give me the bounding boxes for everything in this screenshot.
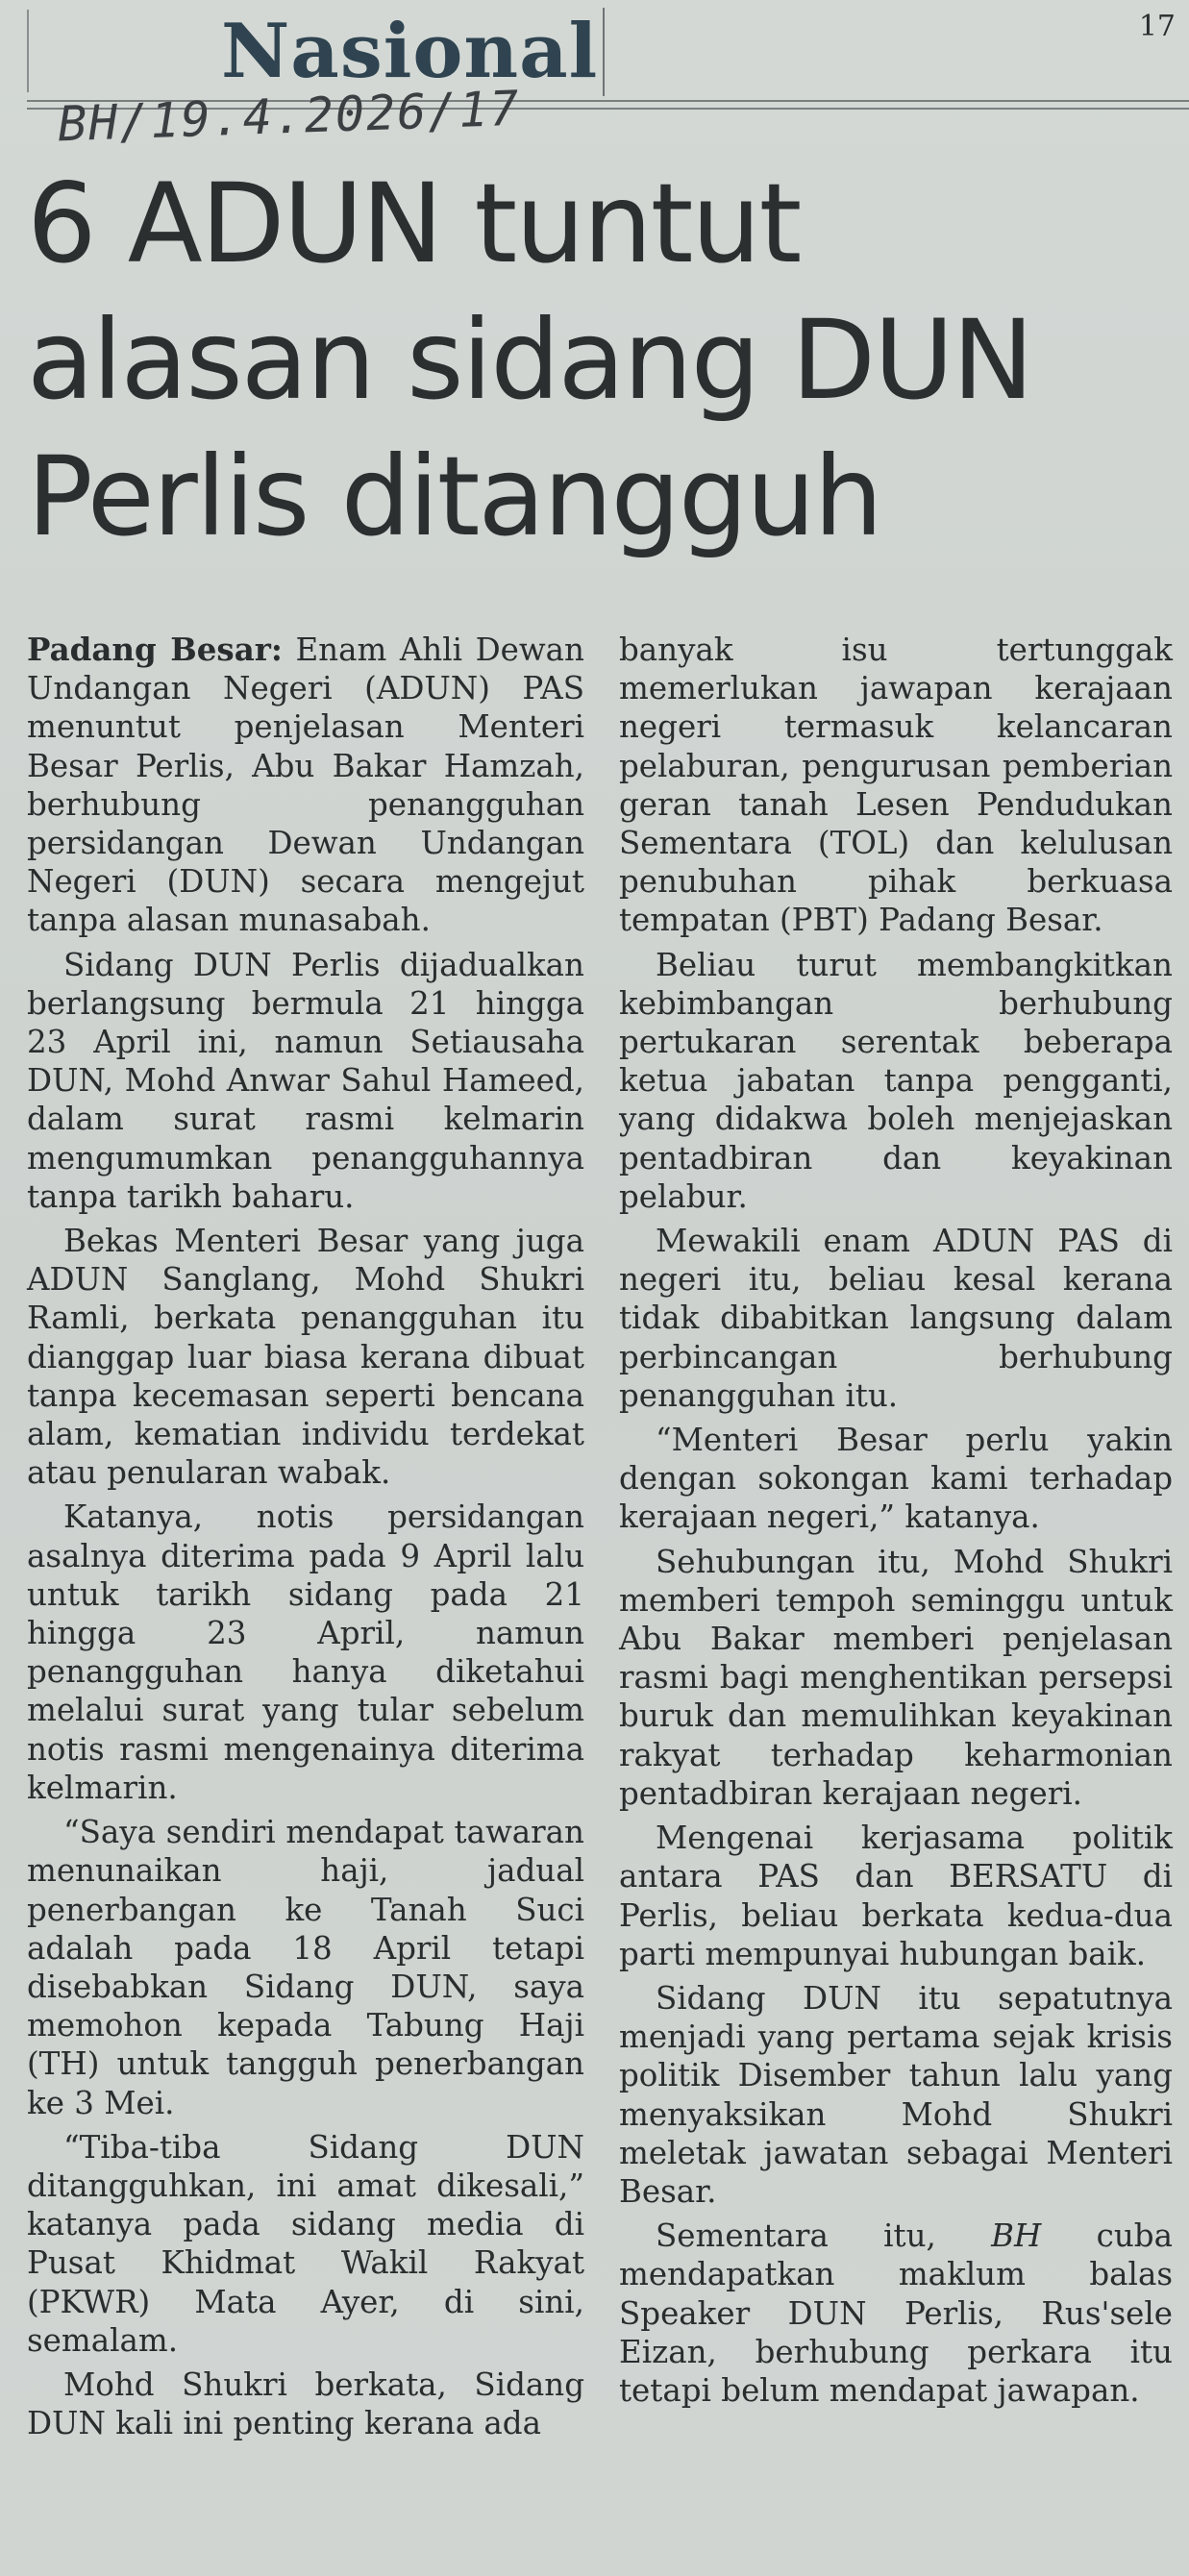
article-paragraph: Sehubungan itu, Mohd Shukri memberi tempoh seminggu untuk Abu Bakar memberi penjelasan rasmi bagi menghentikan persepsi buruk dan memulihkan keyakinan rakyat terhadap keharmonian pentadbiran kerajaan negeri. <box>619 1543 1173 1812</box>
article-paragraph: Beliau turut membangkitkan kebimbangan berhubung pertukaran serentak beberapa ketua jabatan tanpa pengganti, yang didakwa boleh menjejaskan pentadbiran dan keyakinan pelabur. <box>619 946 1173 1215</box>
article-paragraph: “Menteri Besar perlu yakin dengan sokongan kami terhadap kerajaan negeri,” katanya. <box>619 1422 1173 1536</box>
article-paragraph: Bekas Menteri Besar yang juga ADUN Sanglang, Mohd Shukri Ramli, berkata penangguhan itu dianggap luar biasa kerana dibuat tanpa kecemasan seperti bencana alam, kematian individu terdekat atau penularan wabak. <box>27 1223 584 1492</box>
section-title: Nasional <box>221 8 599 95</box>
article-paragraph <box>27 631 584 940</box>
header-left-rule <box>27 10 35 92</box>
article-paragraph: Sidang DUN Perlis dijadualkan berlangsung bermula 21 hingga 23 April ini, namun Setiausaha DUN, Mohd Anwar Sahul Hameed, dalam surat rasmi kelmarin mengumumkan penangguhannya tanpa tarikh baharu. <box>27 946 584 1215</box>
headline-line-1: 6 ADUN tuntut <box>27 160 801 287</box>
headline-line-2: alasan sidang DUN <box>27 296 1032 424</box>
headline-line-3: Perlis ditangguh <box>27 433 881 560</box>
article-paragraph: Mengenai kerjasama politik antara PAS dan BERSATU di Perlis, beliau berkata kedua-dua parti mempunyai hubungan baik. <box>619 1820 1173 1972</box>
page-number: 17 <box>1138 10 1176 43</box>
article-column-right <box>619 631 1173 2410</box>
article-paragraph: Mohd Shukri berkata, Sidang DUN kali ini penting kerana ada <box>27 2365 584 2442</box>
dateline: Padang Besar: <box>27 631 283 668</box>
handwritten-annotation: BH/19.4.2026/17 <box>57 80 522 153</box>
article-paragraph: Katanya, notis persidangan asalnya diterima pada 9 April lalu untuk tarikh sidang pada 21 hingga 23 April, namun penangguhan hanya diketahui melalui surat yang tular sebelum notis rasmi mengenainya diterima kelmarin. <box>27 1499 584 1806</box>
article-paragraph: Mewakili enam ADUN PAS di negeri itu, beliau kesal kerana tidak dibabitkan langsung dalam perbincangan berhubung penangguhan itu. <box>619 1223 1173 1414</box>
publication-abbrev: BH <box>991 2217 1042 2255</box>
article-headline <box>27 156 1161 565</box>
article-paragraph: “Tiba-tiba Sidang DUN ditangguhkan, ini amat dikesali,” katanya pada sidang media di Pusat Khidmat Wakil Rakyat (PKWR) Mata Ayer, di sini, semalam. <box>27 2128 584 2359</box>
article-paragraph: Sidang DUN itu sepatutnya menjadi yang pertama sejak krisis politik Disember tahun lalu yang menyaksikan Mohd Shukri meletak jawatan sebagai Menteri Besar. <box>619 1979 1173 2210</box>
paragraph-text: Sementara itu, <box>656 2217 936 2255</box>
paragraph-text: cuba mendapatkan maklum balas Speaker DUN Perlis, Rus'sele Eizan, berhubung perkara itu tetapi belum mendapat jawapan. <box>619 2217 1173 2409</box>
paragraph-text: Enam Ahli Dewan Undangan Negeri (ADUN) PAS menuntut penjelasan Menteri Besar Perlis, Abu Bakar Hamzah, berhubung penangguhan persidangan Dewan Undangan Negeri (DUN) secara mengejut tanpa alasan munasabah. <box>27 632 584 939</box>
header-divider <box>603 8 605 96</box>
article-paragraph-final <box>619 2217 1173 2410</box>
article-paragraph: banyak isu tertunggak memerlukan jawapan kerajaan negeri termasuk kelancaran pelaburan, pengurusan pemberian geran tanah Lesen Pendudukan Sementara (TOL) dan kelulusan penubuhan pihak berkuasa tempatan (PBT) Padang Besar. <box>619 632 1173 939</box>
article-column-left <box>27 631 584 2442</box>
article-paragraph: “Saya sendiri mendapat tawaran menunaikan haji, jadual penerbangan ke Tanah Suci adalah pada 18 April tetapi disebabkan Sidang DUN, saya memohon kepada Tabung Haji (TH) untuk tangguh penerbangan ke 3 Mei. <box>27 1814 584 2121</box>
